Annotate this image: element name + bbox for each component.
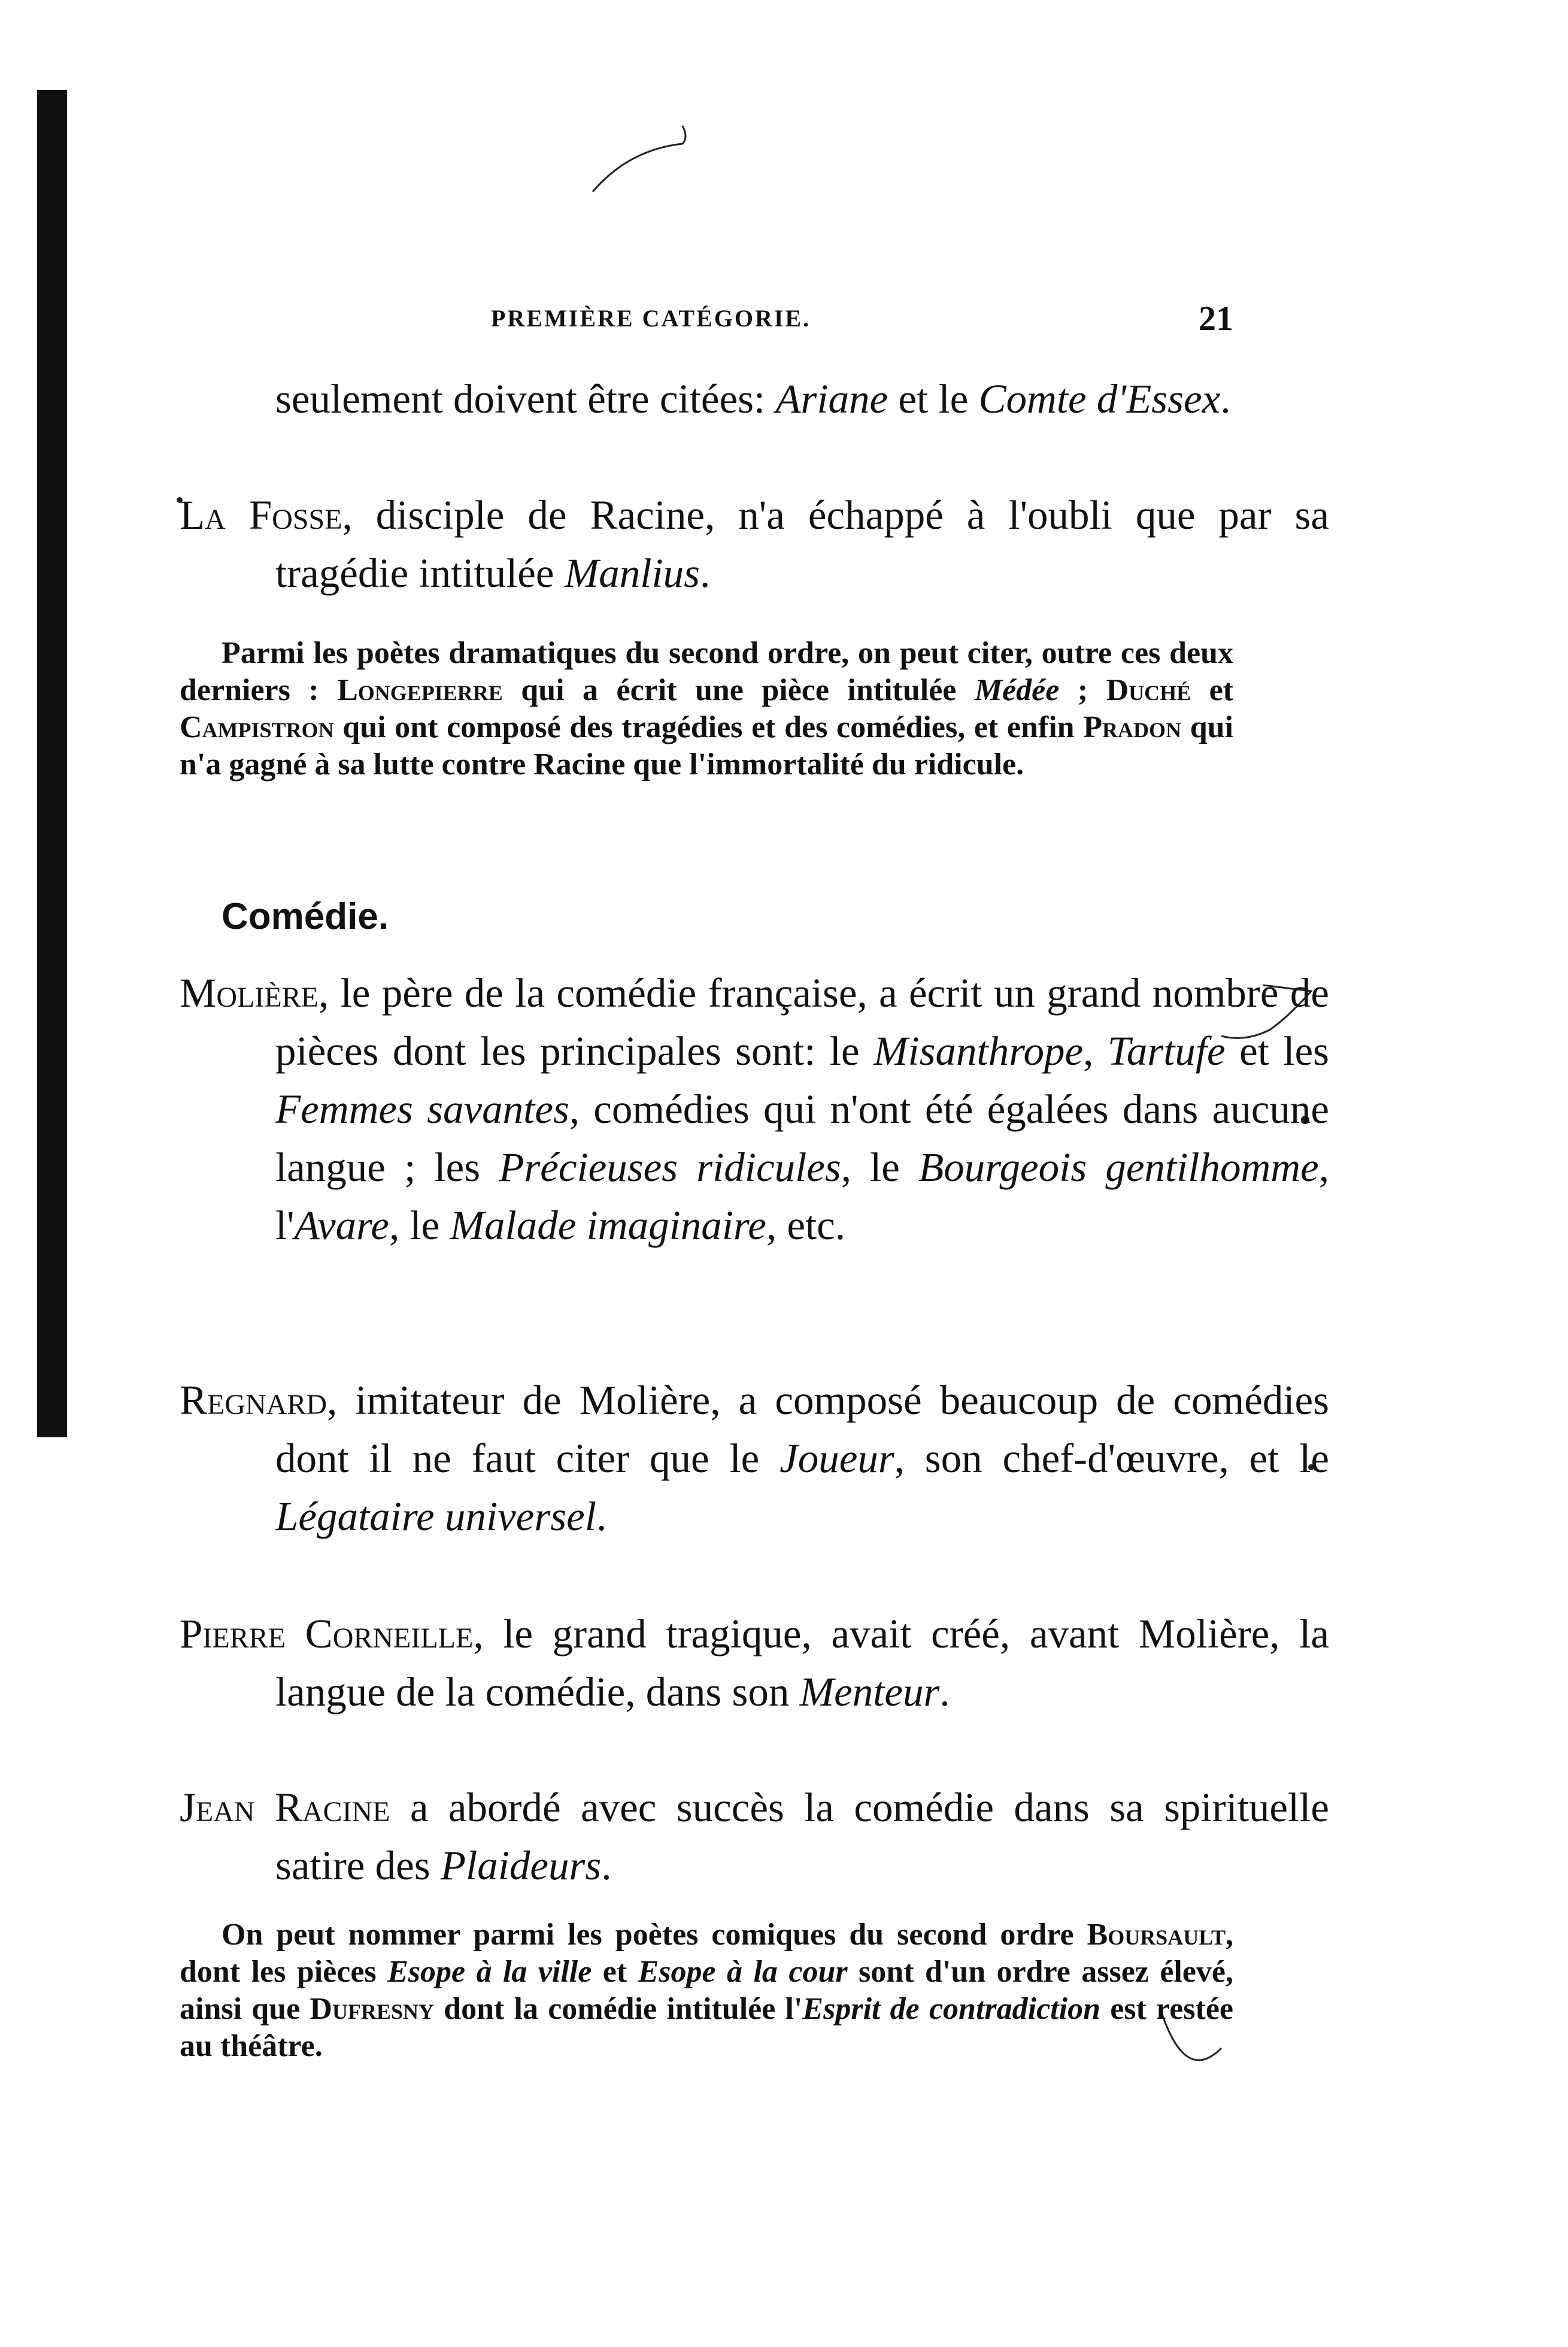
author-name: Regnard [180,1377,327,1423]
author-name: Pierre Corneille [180,1611,474,1656]
work-title: Esprit de contradiction [802,1992,1100,2026]
author-name: Longepierre [337,673,503,707]
work-title: Menteur [799,1669,940,1715]
text-run: On peut nommer parmi les poètes comiques du second ordre [222,1918,1087,1952]
text-run: . [596,1494,607,1539]
author-name: Pradon [1083,710,1182,744]
running-head: PREMIÈRE CATÉGORIE. [491,305,811,332]
text-run: , le [389,1203,450,1248]
text-run: , le grand tragique, avait créé, avant Molière, la langue de la comédie, dans son [275,1611,1329,1715]
work-title: Médée [974,673,1060,707]
work-title: Misanthrope [874,1028,1084,1074]
entry-continuation [275,370,1233,428]
work-title: Joueur [780,1436,894,1481]
text-run: , l' [275,1144,1329,1248]
text-run: . [601,1843,612,1888]
work-title: Avare [294,1203,389,1248]
work-title: Bourgeois gentilhomme [918,1144,1319,1190]
entry-la-fosse [180,486,1329,602]
text-run: , etc. [766,1203,845,1248]
text-run: et les [1225,1028,1329,1074]
text-run: qui a écrit une pièce intitulée [502,673,975,707]
work-title: Précieuses ridicules [499,1144,841,1190]
work-title: Ariane [775,376,888,422]
entry-corneille [180,1605,1329,1721]
work-title: Légataire universel [275,1494,596,1539]
text-run: , imitateur de Molière, a composé beaucoup de comédies dont il ne faut citer que le [275,1377,1329,1481]
text-run: est restée au théâtre. [180,1992,1233,2063]
entry-regnard [180,1371,1329,1546]
text-run: dont la comédie intitulée l' [433,1992,803,2026]
page-header [491,298,1233,340]
text-run: qui n'a gagné à sa lutte contre Racine que l'immortalité du ridicule. [180,710,1233,782]
text-run: , comédies qui n'ont été égalées dans aucune langue ; les [275,1086,1329,1190]
section-title: Comédie. [222,896,389,937]
text-run: , son chef-d'œuvre, et le [894,1436,1329,1481]
text-run: , dont les pièces [180,1918,1233,1989]
text-run: , le [841,1144,919,1190]
author-name: Molière [180,970,319,1016]
work-title: Malade imaginaire [450,1203,766,1248]
text-run: . [939,1669,950,1715]
text-run: et [592,1955,638,1989]
work-title: Esope à la cour [638,1955,848,1989]
author-name: Campistron [180,710,334,744]
author-name: Jean Racine [180,1785,390,1830]
entry-moliere [180,964,1329,1255]
text-run: , le père de la comédie française, a écrit un grand nombre de pièces dont les principales sont: le [275,970,1329,1074]
text-run: sont d'un ordre assez élevé, ainsi que [180,1955,1234,2026]
entry-racine [180,1779,1329,1895]
work-title: Plaideurs [440,1843,602,1888]
work-title: Femmes savantes [275,1086,569,1132]
text-run: . [1220,376,1231,422]
work-title: Tartufe [1107,1028,1226,1074]
text-run: qui ont composé des tragédies et des comédies, et enfin [333,710,1084,744]
text-run: et [1191,673,1233,707]
text-run: seulement doivent être citées: [275,376,776,422]
text-run: . [699,550,711,596]
footnote-second-order-comedy [180,1916,1233,2065]
author-name: Duché [1106,673,1191,707]
text-run: , [1083,1028,1108,1074]
text-run: a abordé avec succès la comédie dans sa spirituelle satire des [275,1785,1330,1888]
text-run: ; [1059,673,1106,707]
footnote-second-order-tragedy [180,635,1233,783]
author-name: La Fosse [180,492,342,538]
work-title: Manlius [564,550,700,596]
work-title: Comte d'Essex [978,376,1221,422]
text-run: et le [888,376,979,422]
author-name: Boursault [1087,1918,1226,1952]
text-run: Parmi les poètes dramatiques du second ordre, on peut citer, outre ces deux derniers : [180,636,1233,707]
author-name: Dufresny [310,1992,434,2026]
page-number: 21 [1199,299,1233,338]
text-run: , disciple de Racine, n'a échappé à l'oubli que par sa tragédie intitulée [275,492,1329,596]
work-title: Esope à la ville [387,1955,592,1989]
pencil-stroke [593,126,686,192]
